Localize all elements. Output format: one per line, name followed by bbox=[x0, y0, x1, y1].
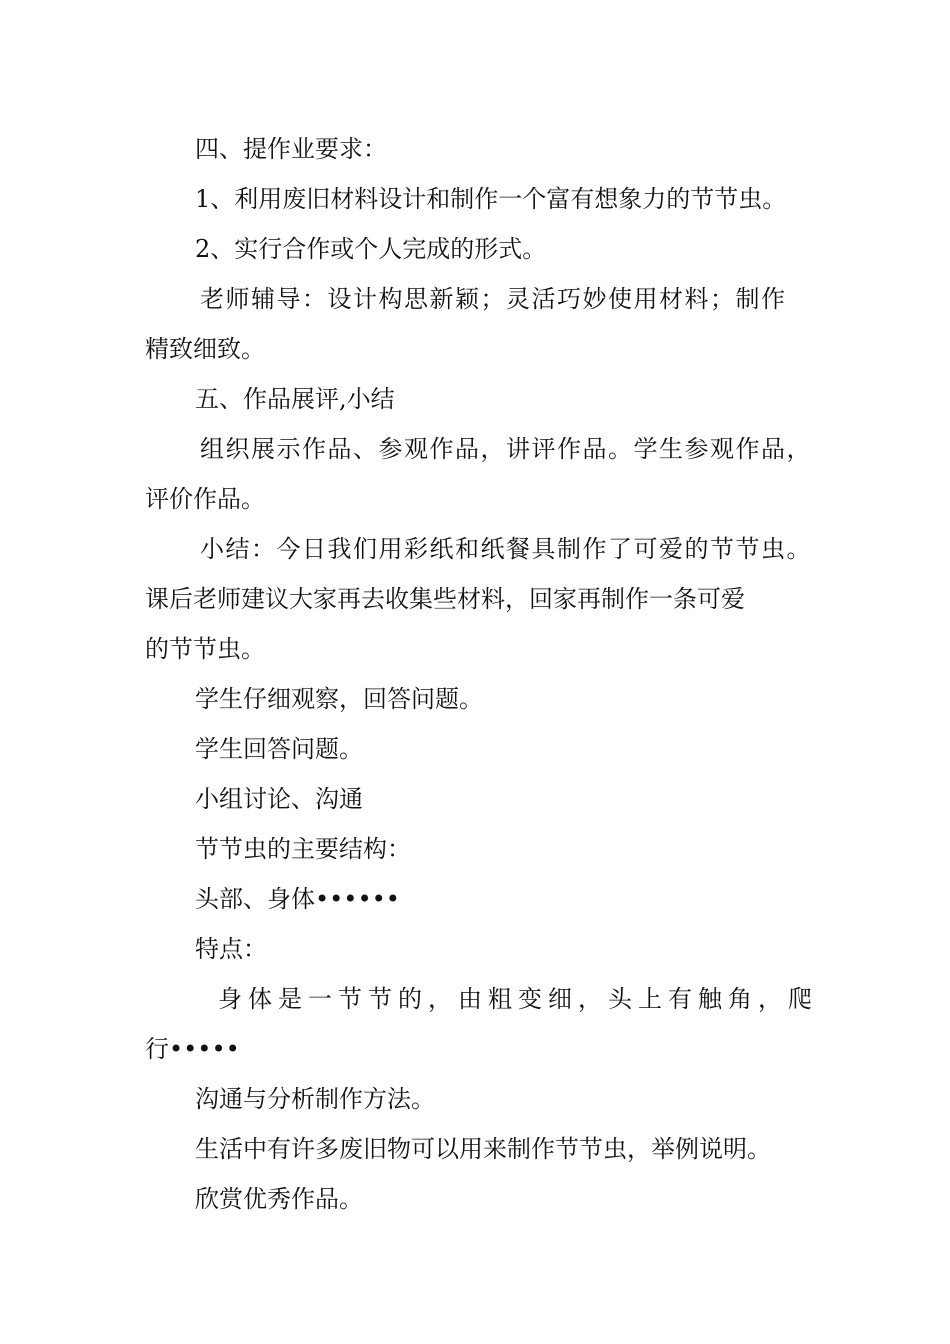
structure-heading: 节节虫的主要结构： bbox=[195, 835, 411, 863]
section-heading-review: 五、作品展评,小结 bbox=[195, 385, 395, 413]
features-line-2: 行••••• bbox=[145, 1035, 240, 1063]
method-analysis: 沟通与分析制作方法。 bbox=[195, 1085, 435, 1113]
student-activity-observe: 学生仔细观察，回答问题。 bbox=[195, 685, 483, 713]
teacher-guidance-line-2: 精致细致。 bbox=[145, 335, 265, 363]
summary-paragraph-line-3: 的节节虫。 bbox=[145, 635, 265, 663]
appreciate-works: 欣赏优秀作品。 bbox=[195, 1185, 363, 1213]
review-paragraph-line-2: 评价作品。 bbox=[145, 485, 265, 513]
student-activity-discuss: 小组讨论、沟通 bbox=[195, 785, 363, 813]
teacher-guidance-line-1: 老师辅导：设计构思新颖；灵活巧妙使用材料；制作 bbox=[200, 285, 787, 313]
student-activity-answer: 学生回答问题。 bbox=[195, 735, 363, 763]
assignment-item-2: 2、实行合作或个人完成的形式。 bbox=[195, 235, 547, 263]
review-paragraph-line-1: 组织展示作品、参观作品，讲评作品。学生参观作品， bbox=[200, 435, 812, 463]
structure-parts: 头部、身体•••••• bbox=[195, 885, 400, 913]
recycled-materials-example: 生活中有许多废旧物可以用来制作节节虫，举例说明。 bbox=[195, 1135, 771, 1163]
features-line-1: 身体是一节节的，由粗变细，头上有触角，爬 bbox=[218, 985, 818, 1013]
assignment-item-1: 1、利用废旧材料设计和制作一个富有想象力的节节虫。 bbox=[195, 185, 787, 213]
features-heading: 特点： bbox=[195, 935, 267, 963]
summary-paragraph-line-1: 小结：今日我们用彩纸和纸餐具制作了可爱的节节虫。 bbox=[200, 535, 812, 563]
section-heading-assignment: 四、提作业要求： bbox=[195, 135, 387, 163]
summary-paragraph-line-2: 课后老师建议大家再去收集些材料，回家再制作一条可爱 bbox=[145, 585, 745, 613]
